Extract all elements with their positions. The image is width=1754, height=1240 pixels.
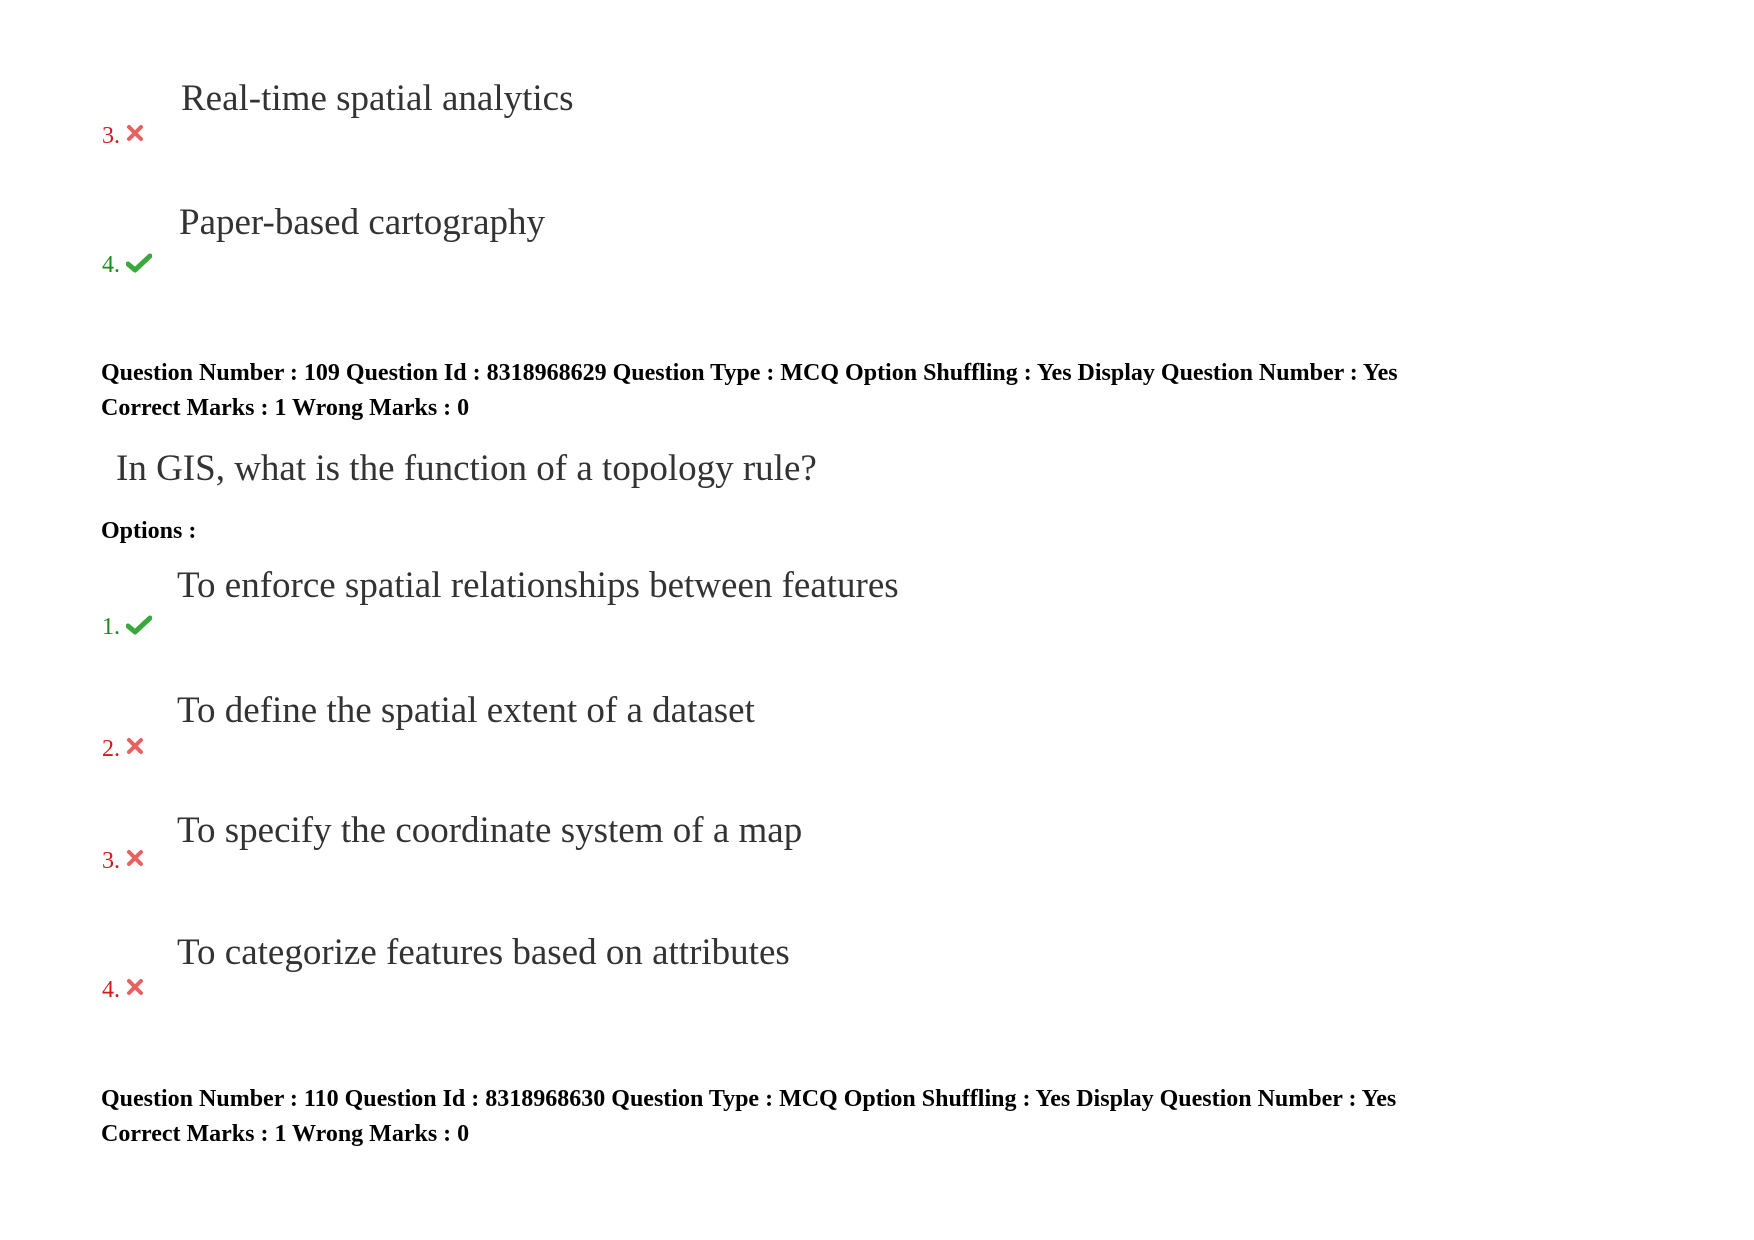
q109-option-2-text: To define the spatial extent of a dataset — [177, 690, 755, 731]
q109-option-2-label — [102, 737, 150, 761]
cross-icon — [126, 978, 150, 1002]
check-icon — [126, 253, 150, 277]
q109-option-3-label — [102, 849, 150, 873]
cross-icon — [126, 124, 150, 148]
option-3-label — [102, 124, 150, 148]
question-109-text: In GIS, what is the function of a topology rule? — [116, 448, 817, 489]
question-110-meta — [101, 1082, 1396, 1152]
cross-icon — [126, 849, 150, 873]
q109-option-1-text: To enforce spatial relationships between features — [177, 565, 899, 606]
options-label: Options : — [101, 518, 197, 544]
option-4-label — [102, 253, 150, 277]
q109-option-4-text: To categorize features based on attributes — [177, 932, 790, 973]
q109-option-1-label — [102, 615, 150, 639]
question-109-meta — [101, 356, 1398, 426]
q109-option-4-label — [102, 978, 150, 1002]
q109-option-3-number: 3. — [102, 848, 120, 874]
option-3-text: Real-time spatial analytics — [181, 78, 574, 119]
q109-option-3-text: To specify the coordinate system of a map — [177, 810, 803, 851]
question-110-meta-line1: Question Number : 110 Question Id : 8318968630 Question Type : MCQ Option Shuffling : Yes Display Question Number : Yes — [101, 1086, 1397, 1112]
q109-option-1-number: 1. — [102, 614, 120, 640]
option-4-number: 4. — [102, 252, 120, 278]
q109-option-2-number: 2. — [102, 736, 120, 762]
option-3-number: 3. — [102, 123, 120, 149]
check-icon — [126, 615, 150, 639]
cross-icon — [126, 737, 150, 761]
question-109-meta-line2: Correct Marks : 1 Wrong Marks : 0 — [101, 395, 470, 421]
option-4-text: Paper-based cartography — [179, 202, 546, 243]
question-110-meta-line2: Correct Marks : 1 Wrong Marks : 0 — [101, 1121, 470, 1147]
q109-option-4-number: 4. — [102, 977, 120, 1003]
question-109-meta-line1: Question Number : 109 Question Id : 8318968629 Question Type : MCQ Option Shuffling : Yes Display Question Number : Yes — [101, 360, 1398, 386]
